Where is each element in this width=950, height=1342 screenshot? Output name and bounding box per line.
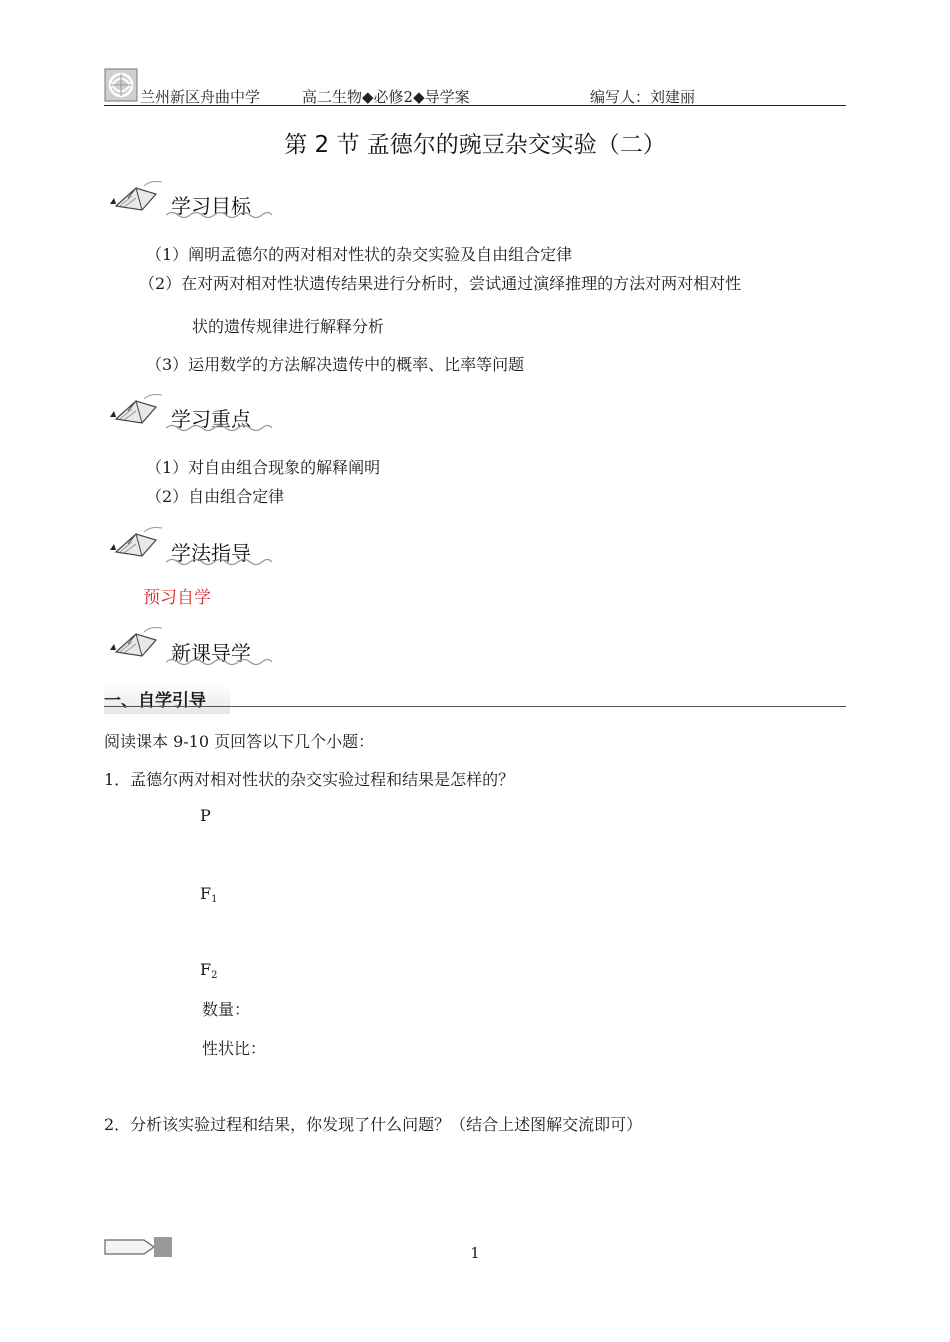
section-underline-wave bbox=[166, 657, 272, 667]
diagram-p-label: P bbox=[200, 806, 211, 825]
diagram-f2-label: $F_2$ bbox=[200, 960, 218, 981]
section-underline-wave bbox=[166, 557, 272, 567]
page-number: 1 bbox=[470, 1244, 480, 1262]
open-book-icon bbox=[106, 522, 168, 560]
part-one-heading: 一、自学引导 bbox=[104, 684, 230, 714]
objective-item-2-cont: 状的遗传规律进行解释分析 bbox=[192, 317, 385, 336]
page-title: 第 2 节 孟德尔的豌豆杂交实验（二） bbox=[284, 132, 666, 158]
open-book-icon bbox=[106, 622, 168, 660]
section-underline-wave bbox=[166, 210, 272, 220]
diagram-quantity-label: 数量： bbox=[202, 1000, 251, 1019]
open-book-icon bbox=[106, 389, 168, 427]
diagram-f1-label: $F_1$ bbox=[200, 884, 218, 905]
section-label-new-lesson: 新课导学 bbox=[171, 641, 251, 665]
header-course: 高二生物◆必修2◆导学案 bbox=[302, 88, 470, 106]
header-author: 编写人：刘建丽 bbox=[590, 88, 696, 106]
part-one-rule bbox=[104, 706, 846, 707]
method-text: 预习自学 bbox=[143, 588, 211, 608]
question-2: 2．分析该实验过程和结果，你发现了什么问题？（结合上述图解交流即可） bbox=[104, 1115, 643, 1134]
school-logo-icon bbox=[104, 68, 138, 102]
section-label-objectives: 学习目标 bbox=[171, 194, 251, 218]
key-point-item-1: （1）对自由组合现象的解释阐明 bbox=[146, 458, 381, 477]
header-rule bbox=[104, 105, 846, 106]
open-book-icon bbox=[106, 176, 168, 214]
objective-item-1: （1）阐明孟德尔的两对相对性状的杂交实验及自由组合定律 bbox=[146, 245, 573, 264]
section-label-method: 学法指导 bbox=[171, 541, 251, 565]
objective-item-3: （3）运用数学的方法解决遗传中的概率、比率等问题 bbox=[146, 355, 525, 374]
objective-item-2: （2）在对两对相对性状遗传结果进行分析时，尝试通过演绎推理的方法对两对相对性 bbox=[139, 274, 742, 293]
part-one-intro: 阅读课本 9-10 页回答以下几个小题： bbox=[104, 732, 375, 751]
section-underline-wave bbox=[166, 423, 272, 433]
question-1: 1．孟德尔两对相对性状的杂交实验过程和结果是怎样的？ bbox=[104, 770, 515, 789]
header-school: 兰州新区舟曲中学 bbox=[140, 88, 261, 106]
key-point-item-2: （2）自由组合定律 bbox=[146, 487, 285, 506]
diagram-ratio-label: 性状比： bbox=[202, 1039, 267, 1058]
section-label-key-points: 学习重点 bbox=[171, 407, 251, 431]
